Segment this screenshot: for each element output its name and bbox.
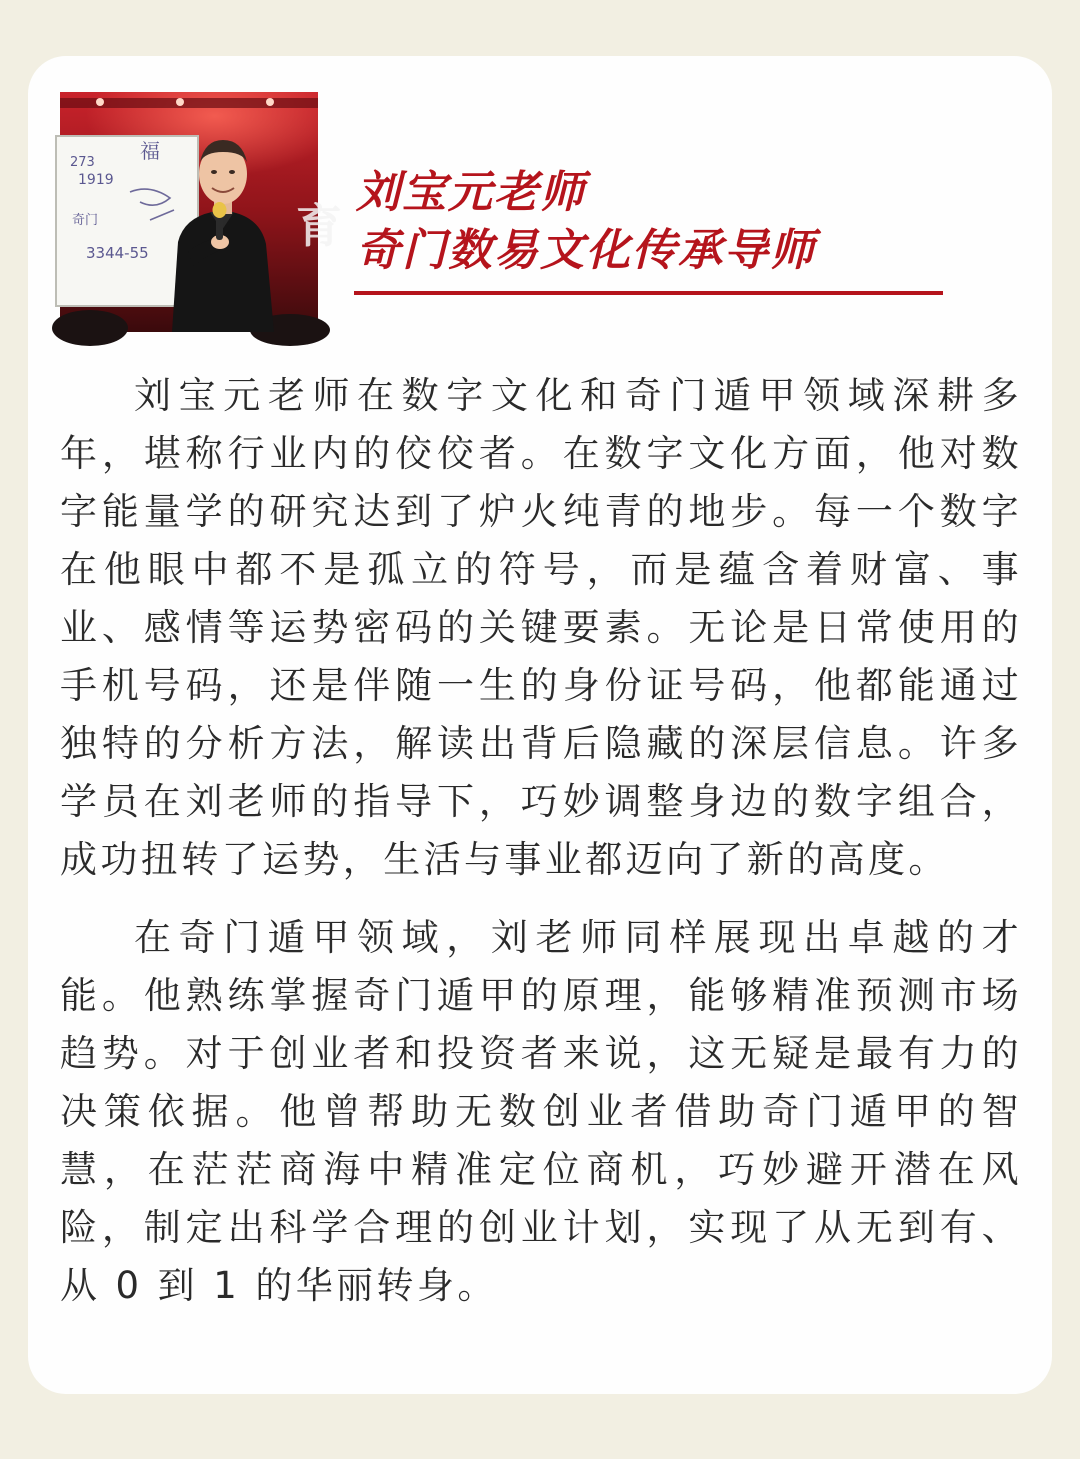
intro-text bbox=[60, 367, 1022, 1315]
svg-text:育: 育 bbox=[296, 199, 342, 253]
whiteboard-text-4: 福 bbox=[140, 139, 160, 163]
paragraph-2: 在奇门遁甲领域，刘老师同样展现出卓越的才能。他熟练掌握奇门遁甲的原理，能够精准预测市场趋势。对于创业者和投资者来说，这无疑是最有力的决策依据。他曾帮助无数创业者借助奇门遁甲的智慧，在茫茫商海中精准定位商机，巧妙避开潜在风险，制定出科学合理的创业计划，实现了从无到有、从 0 到 1 的华丽转身。 bbox=[60, 916, 1022, 1307]
title-underline bbox=[354, 291, 943, 295]
paragraph-1: 刘宝元老师在数字文化和奇门遁甲领域深耕多年，堪称行业内的佼佼者。在数字文化方面，他对数字能量学的研究达到了炉火纯青的地步。每一个数字在他眼中都不是孤立的符号，而是蕴含着财富、事业、感情等运势密码的关键要素。无论是日常使用的手机号码，还是伴随一生的身份证号码，他都能通过独特的分析方法，解读出背后隐藏的深层信息。许多学员在刘老师的指导下，巧妙调整身边的数字组合，成功扭转了运势，生活与事业都迈向了新的高度。 bbox=[60, 374, 1022, 881]
title-block bbox=[356, 164, 946, 280]
teacher-photo bbox=[60, 92, 342, 332]
teacher-title: 奇门数易文化传承导师 bbox=[356, 225, 816, 276]
whiteboard-text-2: 273 bbox=[70, 155, 95, 170]
whiteboard-text-3: 奇门 bbox=[72, 213, 99, 228]
teacher-name: 刘宝元老师 bbox=[356, 167, 586, 218]
profile-card bbox=[28, 56, 1052, 1394]
whiteboard-text-5: 3344-55 bbox=[86, 244, 149, 262]
whiteboard-text-1: 1919 bbox=[78, 172, 114, 188]
teacher-photo-illustration bbox=[60, 92, 342, 332]
